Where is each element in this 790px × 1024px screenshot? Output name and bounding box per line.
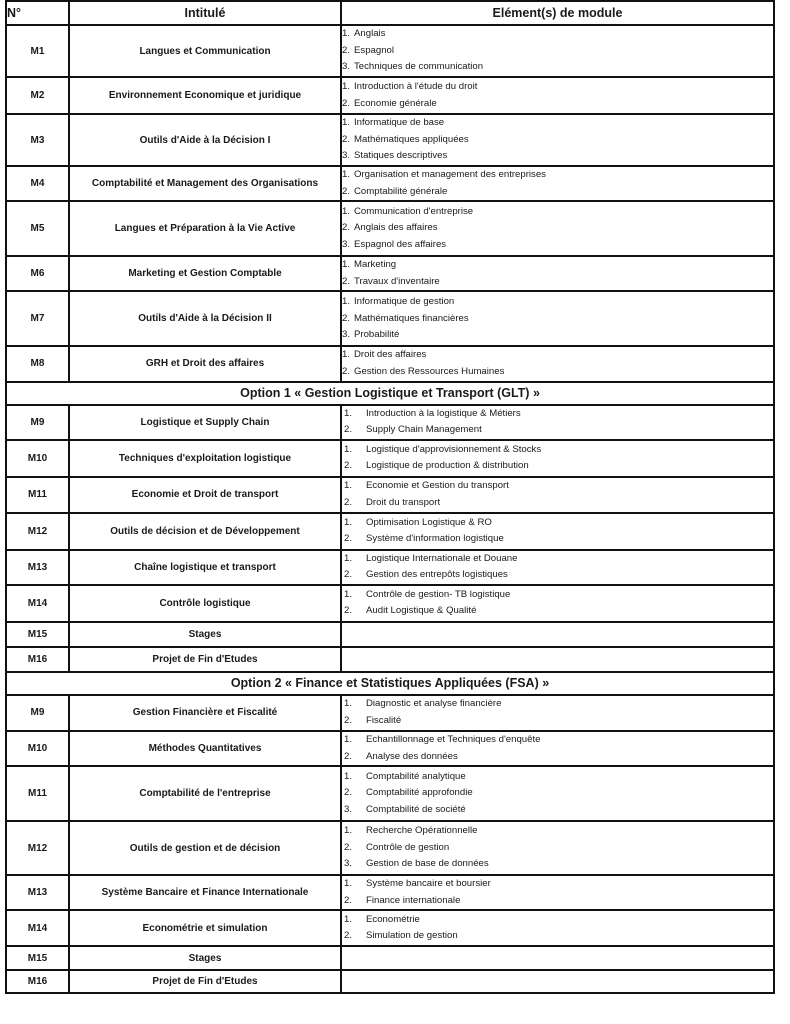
element-label: Informatique de gestion bbox=[354, 295, 455, 307]
element-label: Recherche Opérationnelle bbox=[366, 825, 478, 837]
item-number: 2. bbox=[344, 424, 353, 436]
list-item bbox=[342, 167, 773, 184]
elements-list bbox=[342, 876, 773, 909]
module-elements bbox=[341, 25, 774, 77]
item-number: 1. bbox=[344, 552, 353, 564]
list-item bbox=[342, 204, 773, 221]
list-item bbox=[342, 327, 773, 344]
module-elements bbox=[341, 875, 774, 910]
module-title: Logistique et Supply Chain bbox=[69, 405, 341, 440]
element-label: Probabilité bbox=[354, 329, 400, 341]
elements-list bbox=[342, 347, 773, 380]
item-number: 2. bbox=[344, 714, 353, 726]
module-code: M13 bbox=[6, 550, 69, 585]
item-number: 2. bbox=[344, 930, 353, 942]
list-item bbox=[342, 79, 773, 96]
module-elements bbox=[341, 766, 774, 821]
table-row bbox=[6, 405, 774, 440]
item-number: 2. bbox=[344, 841, 353, 853]
module-title: Langues et Préparation à la Vie Active bbox=[69, 201, 341, 256]
element-label: Espagnol des affaires bbox=[354, 238, 447, 250]
module-elements bbox=[341, 256, 774, 291]
item-number: 3. bbox=[342, 238, 351, 250]
element-label: Comptabilité de société bbox=[366, 803, 466, 815]
list-item bbox=[342, 856, 773, 873]
table-row bbox=[6, 346, 774, 381]
element-label: Système bancaire et boursier bbox=[366, 878, 491, 890]
module-elements bbox=[341, 585, 774, 622]
list-item bbox=[342, 823, 773, 840]
item-number: 2. bbox=[342, 312, 351, 324]
list-item bbox=[342, 347, 773, 364]
item-number: 2. bbox=[344, 569, 353, 581]
element-label: Droit du transport bbox=[366, 496, 441, 508]
element-label: Supply Chain Management bbox=[366, 424, 482, 436]
item-number: 1. bbox=[342, 295, 351, 307]
list-item bbox=[342, 115, 773, 132]
item-number: 2. bbox=[342, 365, 351, 377]
table-row bbox=[6, 766, 774, 821]
table-row bbox=[6, 585, 774, 622]
item-number: 2. bbox=[344, 460, 353, 472]
item-number: 2. bbox=[344, 533, 353, 545]
module-code: M16 bbox=[6, 970, 69, 993]
list-item bbox=[342, 551, 773, 568]
item-number: 1. bbox=[344, 407, 353, 419]
module-elements bbox=[341, 731, 774, 766]
item-number: 1. bbox=[344, 878, 353, 890]
element-label: Introduction à l'étude du droit bbox=[354, 80, 478, 92]
module-title: Econométrie et simulation bbox=[69, 910, 341, 946]
module-elements bbox=[341, 647, 774, 672]
table-row bbox=[6, 166, 774, 201]
module-elements bbox=[341, 550, 774, 585]
list-item bbox=[342, 96, 773, 113]
elements-list bbox=[342, 823, 773, 873]
list-item bbox=[342, 515, 773, 532]
table-row bbox=[6, 622, 774, 647]
table-row bbox=[6, 114, 774, 166]
element-label: Techniques de communication bbox=[354, 61, 484, 73]
module-elements bbox=[341, 77, 774, 114]
table-row bbox=[6, 291, 774, 346]
list-item bbox=[342, 696, 773, 713]
element-label: Econométrie bbox=[366, 913, 420, 925]
module-code: M10 bbox=[6, 440, 69, 477]
module-elements bbox=[341, 201, 774, 256]
table-row bbox=[6, 256, 774, 291]
list-item bbox=[342, 840, 773, 857]
elements-list bbox=[342, 912, 773, 945]
item-number: 2. bbox=[342, 97, 351, 109]
list-item bbox=[342, 876, 773, 893]
item-number: 3. bbox=[344, 803, 353, 815]
module-code: M9 bbox=[6, 405, 69, 440]
module-title: Système Bancaire et Finance Internationale bbox=[69, 875, 341, 910]
item-number: 2. bbox=[344, 496, 353, 508]
table-row bbox=[6, 731, 774, 766]
list-item bbox=[342, 893, 773, 910]
elements-list bbox=[342, 294, 773, 344]
item-number: 1. bbox=[344, 825, 353, 837]
option-heading: Option 1 « Gestion Logistique et Transport (GLT) » bbox=[6, 382, 774, 405]
table-row bbox=[6, 647, 774, 672]
list-item bbox=[342, 587, 773, 604]
item-number: 1. bbox=[342, 117, 351, 129]
module-title: Projet de Fin d'Etudes bbox=[69, 647, 341, 672]
item-number: 1. bbox=[342, 169, 351, 180]
table-row bbox=[6, 550, 774, 585]
module-title: Comptabilité de l'entreprise bbox=[69, 766, 341, 821]
list-item bbox=[342, 406, 773, 423]
module-title: Stages bbox=[69, 622, 341, 647]
elements-list bbox=[342, 587, 773, 620]
table-header-row bbox=[6, 1, 774, 25]
module-title: Stages bbox=[69, 946, 341, 970]
table-row bbox=[6, 201, 774, 256]
module-title: Chaîne logistique et transport bbox=[69, 550, 341, 585]
element-label: Gestion de base de données bbox=[366, 858, 489, 870]
module-code: M15 bbox=[6, 946, 69, 970]
module-code: M12 bbox=[6, 821, 69, 875]
item-number: 1. bbox=[342, 205, 351, 217]
table-row bbox=[6, 910, 774, 946]
item-number: 2. bbox=[342, 44, 351, 56]
list-item bbox=[342, 43, 773, 60]
element-label: Gestion des Ressources Humaines bbox=[354, 365, 505, 377]
element-label: Communication d'entreprise bbox=[354, 205, 474, 217]
element-label: Optimisation Logistique & RO bbox=[366, 516, 492, 528]
element-label: Contrôle de gestion- TB logistique bbox=[366, 588, 511, 600]
element-label: Gestion des entrepôts logistiques bbox=[366, 569, 508, 581]
list-item bbox=[342, 364, 773, 381]
module-title: Contrôle logistique bbox=[69, 585, 341, 622]
list-item bbox=[342, 732, 773, 749]
list-item bbox=[342, 802, 773, 819]
table-row bbox=[6, 25, 774, 77]
item-number: 3. bbox=[342, 329, 351, 341]
element-label: Informatique de base bbox=[354, 117, 445, 129]
module-code: M16 bbox=[6, 647, 69, 672]
list-item bbox=[342, 749, 773, 766]
option-heading: Option 2 « Finance et Statistiques Appliquées (FSA) » bbox=[6, 672, 774, 695]
element-label: Organisation et management des entreprises bbox=[354, 169, 546, 180]
element-label: Espagnol bbox=[354, 44, 395, 56]
list-item bbox=[342, 713, 773, 730]
element-label: Comptabilité analytique bbox=[366, 770, 466, 782]
element-label: Logistique d'approvisionnement & Stocks bbox=[366, 443, 542, 455]
item-number: 3. bbox=[342, 61, 351, 73]
module-code: M11 bbox=[6, 477, 69, 513]
module-elements bbox=[341, 910, 774, 946]
element-label: Analyse des données bbox=[366, 750, 458, 762]
item-number: 1. bbox=[344, 588, 353, 600]
list-item bbox=[342, 531, 773, 548]
list-item bbox=[342, 442, 773, 459]
list-item bbox=[342, 478, 773, 495]
item-number: 1. bbox=[344, 770, 353, 782]
elements-list bbox=[342, 167, 773, 200]
item-number: 1. bbox=[342, 28, 351, 40]
list-item bbox=[342, 495, 773, 512]
item-number: 1. bbox=[344, 698, 353, 710]
header-num: N° bbox=[6, 1, 69, 25]
module-title: GRH et Droit des affaires bbox=[69, 346, 341, 381]
list-item bbox=[342, 237, 773, 254]
table-row bbox=[6, 946, 774, 970]
table-row bbox=[6, 477, 774, 513]
module-elements bbox=[341, 970, 774, 993]
table-row bbox=[6, 970, 774, 993]
module-elements bbox=[341, 114, 774, 166]
element-label: Comptabilité approfondie bbox=[366, 787, 473, 799]
module-elements bbox=[341, 291, 774, 346]
module-code: M4 bbox=[6, 166, 69, 201]
element-label: Anglais bbox=[354, 28, 386, 40]
module-title: Gestion Financière et Fiscalité bbox=[69, 695, 341, 731]
list-item bbox=[342, 422, 773, 439]
list-item bbox=[342, 567, 773, 584]
item-number: 1. bbox=[344, 443, 353, 455]
table-row bbox=[6, 440, 774, 477]
element-label: Introduction à la logistique & Métiers bbox=[366, 407, 521, 419]
elements-list bbox=[342, 769, 773, 819]
module-elements bbox=[341, 440, 774, 477]
list-item bbox=[342, 311, 773, 328]
element-label: Logistique Internationale et Douane bbox=[366, 552, 518, 564]
item-number: 1. bbox=[342, 349, 351, 361]
table-row bbox=[6, 695, 774, 731]
list-item bbox=[342, 769, 773, 786]
item-number: 1. bbox=[344, 913, 353, 925]
item-number: 1. bbox=[342, 80, 351, 92]
element-label: Echantillonnage et Techniques d'enquête bbox=[366, 733, 541, 745]
module-code: M5 bbox=[6, 201, 69, 256]
list-item bbox=[342, 26, 773, 43]
modules-table bbox=[5, 0, 775, 994]
element-label: Audit Logistique & Qualité bbox=[366, 605, 477, 617]
table-body bbox=[6, 25, 774, 993]
element-label: Marketing bbox=[354, 259, 397, 271]
list-item bbox=[342, 184, 773, 201]
module-title: Outils de gestion et de décision bbox=[69, 821, 341, 875]
table-row bbox=[6, 875, 774, 910]
element-label: Economie générale bbox=[354, 97, 437, 109]
element-label: Droit des affaires bbox=[354, 349, 427, 361]
module-title: Langues et Communication bbox=[69, 25, 341, 77]
header-elements: Elément(s) de module bbox=[341, 1, 774, 25]
module-code: M15 bbox=[6, 622, 69, 647]
module-elements bbox=[341, 695, 774, 731]
elements-list bbox=[342, 115, 773, 165]
item-number: 3. bbox=[344, 858, 353, 870]
list-item bbox=[342, 294, 773, 311]
item-number: 2. bbox=[344, 605, 353, 617]
module-title: Projet de Fin d'Etudes bbox=[69, 970, 341, 993]
header-title: Intitulé bbox=[69, 1, 341, 25]
module-title: Environnement Economique et juridique bbox=[69, 77, 341, 114]
elements-list bbox=[342, 26, 773, 76]
element-label: Mathématiques appliquées bbox=[354, 133, 469, 145]
list-item bbox=[342, 912, 773, 929]
element-label: Travaux d'inventaire bbox=[354, 275, 440, 287]
element-label: Statiques descriptives bbox=[354, 150, 448, 162]
item-number: 3. bbox=[342, 150, 351, 162]
item-number: 2. bbox=[344, 787, 353, 799]
module-code: M8 bbox=[6, 346, 69, 381]
module-title: Outils de décision et de Développement bbox=[69, 513, 341, 550]
element-label: Finance internationale bbox=[366, 894, 461, 906]
module-code: M7 bbox=[6, 291, 69, 346]
item-number: 2. bbox=[344, 894, 353, 906]
module-elements bbox=[341, 166, 774, 201]
element-label: Mathématiques financières bbox=[354, 312, 469, 324]
list-item bbox=[342, 132, 773, 149]
elements-list bbox=[342, 257, 773, 290]
list-item bbox=[342, 458, 773, 475]
module-title: Outils d'Aide à la Décision I bbox=[69, 114, 341, 166]
element-label: Contrôle de gestion bbox=[366, 841, 450, 853]
module-title: Marketing et Gestion Comptable bbox=[69, 256, 341, 291]
module-code: M13 bbox=[6, 875, 69, 910]
module-code: M10 bbox=[6, 731, 69, 766]
item-number: 1. bbox=[344, 516, 353, 528]
module-code: M1 bbox=[6, 25, 69, 77]
module-elements bbox=[341, 477, 774, 513]
elements-list bbox=[342, 515, 773, 548]
module-code: M14 bbox=[6, 585, 69, 622]
module-code: M6 bbox=[6, 256, 69, 291]
list-item bbox=[342, 274, 773, 291]
module-code: M2 bbox=[6, 77, 69, 114]
item-number: 2. bbox=[342, 185, 351, 197]
list-item bbox=[342, 603, 773, 620]
option-row bbox=[6, 382, 774, 405]
element-label: Système d'information logistique bbox=[366, 533, 504, 545]
item-number: 1. bbox=[342, 259, 351, 271]
module-title: Outils d'Aide à la Décision II bbox=[69, 291, 341, 346]
module-title: Comptabilité et Management des Organisations bbox=[69, 166, 341, 201]
item-number: 2. bbox=[342, 275, 351, 287]
module-elements bbox=[341, 405, 774, 440]
module-elements bbox=[341, 821, 774, 875]
module-elements bbox=[341, 513, 774, 550]
elements-list bbox=[342, 442, 773, 475]
option-row bbox=[6, 672, 774, 695]
element-label: Comptabilité générale bbox=[354, 185, 448, 197]
elements-list bbox=[342, 551, 773, 584]
list-item bbox=[342, 220, 773, 237]
item-number: 2. bbox=[342, 222, 351, 234]
element-label: Economie et Gestion du transport bbox=[366, 480, 509, 492]
list-item bbox=[342, 785, 773, 802]
element-label: Diagnostic et analyse financière bbox=[366, 698, 502, 710]
list-item bbox=[342, 59, 773, 76]
module-title: Méthodes Quantitatives bbox=[69, 731, 341, 766]
item-number: 1. bbox=[344, 480, 353, 492]
module-code: M14 bbox=[6, 910, 69, 946]
table-row bbox=[6, 821, 774, 875]
elements-list bbox=[342, 696, 773, 729]
module-title: Techniques d'exploitation logistique bbox=[69, 440, 341, 477]
elements-list bbox=[342, 79, 773, 112]
item-number: 2. bbox=[344, 750, 353, 762]
module-code: M9 bbox=[6, 695, 69, 731]
list-item bbox=[342, 257, 773, 274]
module-elements bbox=[341, 622, 774, 647]
module-code: M12 bbox=[6, 513, 69, 550]
table-row bbox=[6, 513, 774, 550]
element-label: Fiscalité bbox=[366, 714, 402, 726]
list-item bbox=[342, 148, 773, 165]
item-number: 2. bbox=[342, 133, 351, 145]
element-label: Simulation de gestion bbox=[366, 930, 458, 942]
module-elements bbox=[341, 946, 774, 970]
module-elements bbox=[341, 346, 774, 381]
element-label: Logistique de production & distribution bbox=[366, 460, 529, 472]
table-row bbox=[6, 77, 774, 114]
module-title: Economie et Droit de transport bbox=[69, 477, 341, 513]
elements-list bbox=[342, 406, 773, 439]
elements-list bbox=[342, 204, 773, 254]
elements-list bbox=[342, 478, 773, 511]
element-label: Anglais des affaires bbox=[354, 222, 438, 234]
elements-list bbox=[342, 732, 773, 765]
list-item bbox=[342, 928, 773, 945]
module-code: M11 bbox=[6, 766, 69, 821]
module-code: M3 bbox=[6, 114, 69, 166]
item-number: 1. bbox=[344, 733, 353, 745]
